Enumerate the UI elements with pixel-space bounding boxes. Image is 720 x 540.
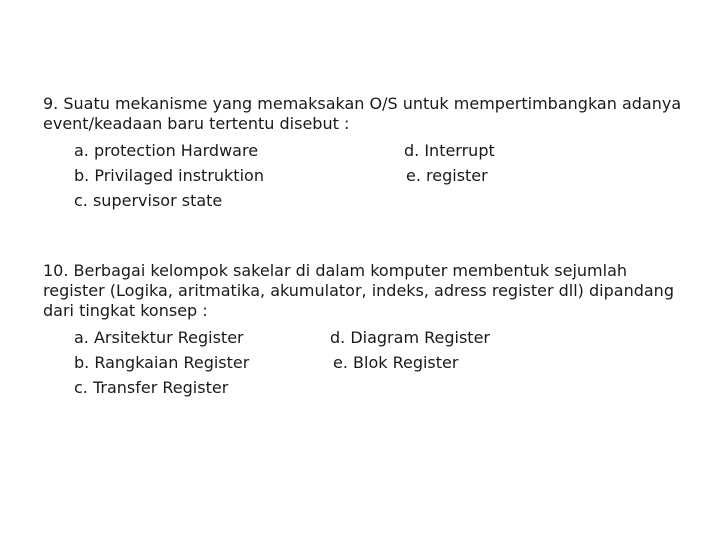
question-text: 9. Suatu mekanisme yang memaksakan O/S untuk mempertimbangkan adanya event/keadaan baru tertentu disebut :	[43, 94, 682, 133]
question-9	[43, 94, 693, 214]
option-row	[43, 376, 693, 401]
option-row	[43, 164, 693, 189]
option-c: c. supervisor state	[74, 191, 223, 210]
option-d: d. Diagram Register	[330, 328, 490, 347]
option-row	[43, 139, 693, 164]
option-row	[43, 351, 693, 376]
question-10	[43, 261, 693, 401]
answer-options	[43, 139, 693, 214]
option-e: e. Blok Register	[333, 353, 459, 372]
option-row	[43, 326, 693, 351]
option-d: d. Interrupt	[404, 141, 495, 160]
option-c: c. Transfer Register	[74, 378, 229, 397]
option-e: e. register	[406, 166, 488, 185]
option-a: a. protection Hardware	[74, 141, 259, 160]
option-a: a. Arsitektur Register	[74, 328, 244, 347]
answer-options	[43, 326, 693, 401]
option-b: b. Privilaged instruktion	[74, 166, 264, 185]
option-b: b. Rangkaian Register	[74, 353, 250, 372]
option-row	[43, 189, 693, 214]
question-text: 10. Berbagai kelompok sakelar di dalam komputer membentuk sejumlah register (Logika, aritmatika, akumulator, indeks, adress register dll) dipandang dari tingkat konsep :	[43, 261, 674, 320]
